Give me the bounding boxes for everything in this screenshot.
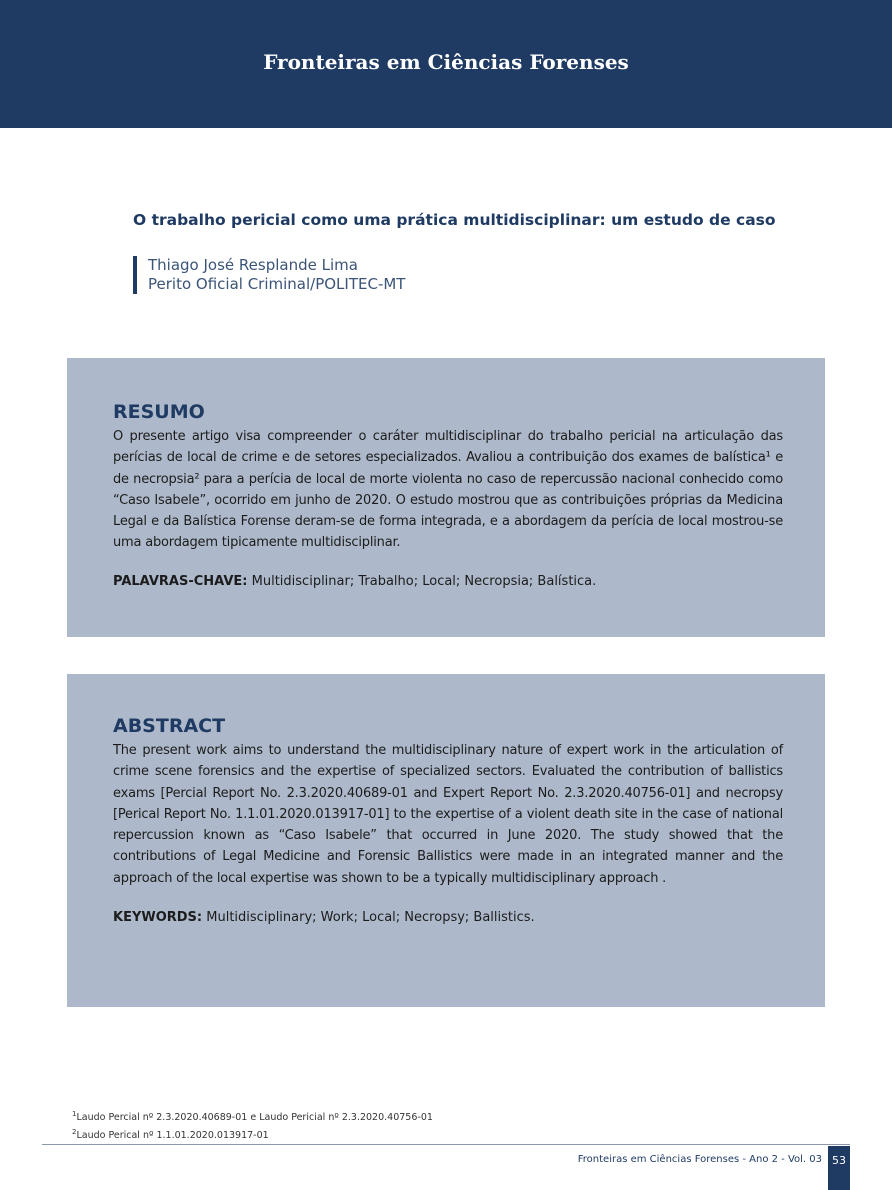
- abstract-box: [67, 674, 825, 1007]
- abstract-keywords-label: KEYWORDS:: [113, 910, 203, 925]
- author-name: Thiago José Resplande Lima: [148, 256, 358, 274]
- footer-running-text: Fronteiras em Ciências Forenses - Ano 2 - Vol. 03: [577, 1154, 822, 1165]
- footnote-2: [72, 1125, 433, 1143]
- abstract-body: The present work aims to understand the multidisciplinary nature of expert work in the articulation of crime scene forensics and the expertise of specialized sectors. Evaluated the contribution of ballistics exams [Percial Report No. 2.3.2020.40689-01 and Expert Report No. 2.3.2020.40756-01] and necropsy [Perical Report No. 1.1.01.2020.013917-01] to the expertise of a violent death site in the case of national repercussion known as “Caso Isabele” that occurred in June 2020. The study showed that the contributions of Legal Medicine and Forensic Ballistics were made in an integrated manner and the approach of the local expertise was shown to be a typically multidisciplinary approach .: [113, 743, 783, 886]
- footnote-1-text: Laudo Percial nº 2.3.2020.40689-01 e Laudo Pericial nº 2.3.2020.40756-01: [76, 1112, 433, 1124]
- resumo-keywords: [113, 574, 596, 589]
- page-number: 53: [828, 1146, 850, 1190]
- resumo-body: O presente artigo visa compreender o caráter multidisciplinar do trabalho pericial na articulação das perícias de local de crime e de setores especializados. Avaliou a contribuição dos exames de balística¹ e de necropsia² para a perícia de local de morte violenta no caso de repercussão nacional conhecido como “Caso Isabele”, ocorrido em junho de 2020. O estudo mostrou que as contribuições próprias da Medicina Legal e da Balística Forense deram-se de forma integrada, e a abordagem da perícia de local mostrou-se uma abordagem tipicamente multidisciplinar.: [113, 429, 783, 551]
- article-title: O trabalho pericial como uma prática multidisciplinar: um estudo de caso: [133, 211, 776, 229]
- abstract-keywords: [113, 910, 535, 925]
- author-affiliation: Perito Oficial Criminal/POLITEC-MT: [148, 275, 406, 293]
- resumo-keywords-text: Multidisciplinar; Trabalho; Local; Necropsia; Balística.: [251, 574, 597, 589]
- abstract-keywords-text: Multidisciplinary; Work; Local; Necropsy; Ballistics.: [206, 910, 535, 925]
- footnotes: [72, 1107, 433, 1143]
- resumo-heading: RESUMO: [113, 401, 205, 423]
- journal-title: Fronteiras em Ciências Forenses: [263, 50, 629, 74]
- footnote-2-marker: 2: [72, 1128, 77, 1137]
- footnote-1-marker: 1: [72, 1110, 77, 1118]
- footnote-1: [72, 1107, 433, 1125]
- abstract-heading: ABSTRACT: [113, 715, 226, 737]
- resumo-box: [67, 358, 825, 637]
- resumo-keywords-label: PALAVRAS-CHAVE:: [113, 574, 248, 589]
- author-block: [133, 256, 405, 294]
- footer-rule: [42, 1144, 850, 1145]
- footnote-2-text: Laudo Perical nº 1.1.01.2020.013917-01: [76, 1130, 269, 1142]
